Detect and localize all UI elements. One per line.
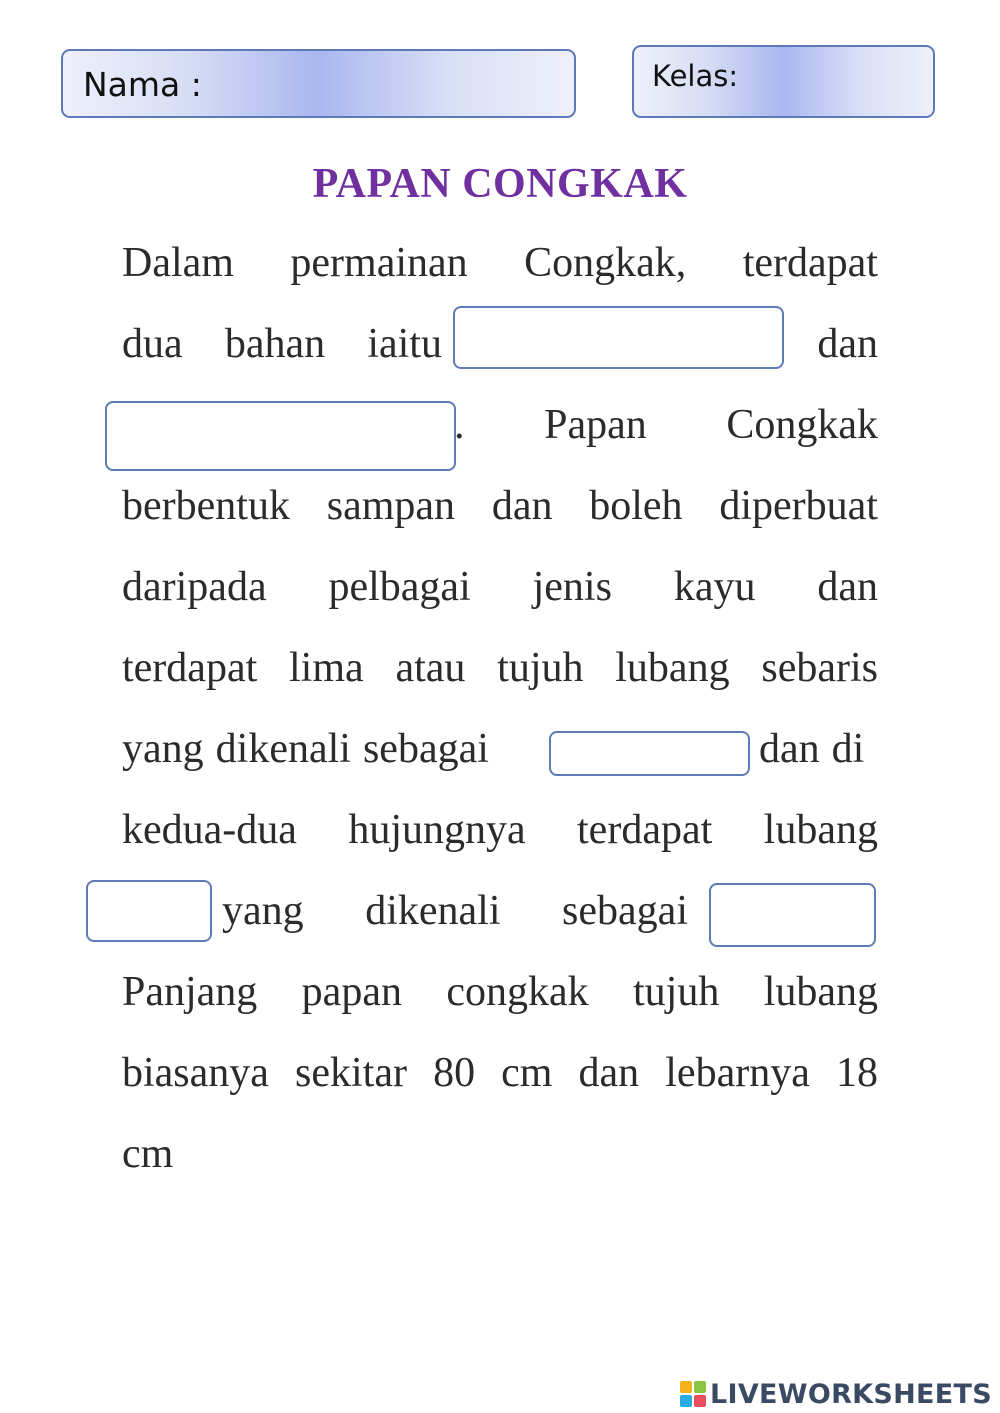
word: 18 (835, 1050, 878, 1096)
paragraph-line-7a (122, 724, 542, 774)
word: tujuh (632, 969, 720, 1015)
word: biasanya (122, 1050, 269, 1096)
logo-square (694, 1395, 706, 1407)
word: Panjang (122, 969, 258, 1015)
paragraph-line-9 (222, 886, 688, 936)
word: cm (122, 1131, 174, 1177)
word: yang (222, 888, 304, 934)
word: sekitar (295, 1050, 407, 1096)
word: lebarnya (665, 1050, 810, 1096)
word: tujuh (497, 645, 584, 691)
word: sampan (326, 483, 456, 529)
liveworksheets-logo-icon (680, 1381, 706, 1407)
word: cm (501, 1050, 553, 1096)
paragraph-line-2a (122, 319, 442, 369)
paragraph-line-10 (122, 967, 878, 1017)
word: diperbuat (719, 483, 878, 529)
logo-square (680, 1395, 692, 1407)
word: Congkak, (524, 240, 687, 286)
word: papan (301, 969, 402, 1015)
logo-square (680, 1381, 692, 1393)
class-label: Kelas: (652, 59, 739, 93)
word: permainan (290, 240, 468, 286)
paragraph-line-8 (122, 805, 878, 855)
word: kayu (673, 564, 756, 610)
paragraph-line-11 (122, 1048, 878, 1098)
paragraph-line-1 (122, 238, 878, 288)
answer-box-1[interactable] (453, 306, 784, 369)
word: bahan (224, 321, 326, 367)
word: yang (122, 726, 204, 772)
liveworksheets-logo (680, 1376, 992, 1412)
word: . (454, 402, 465, 448)
word: daripada (122, 564, 267, 610)
paragraph-line-3 (454, 400, 878, 450)
worksheet-title: PAPAN CONGKAK (312, 161, 688, 207)
word: terdapat (577, 807, 713, 853)
word: terdapat (742, 240, 878, 286)
word: atau (395, 645, 466, 691)
word: dikenali (365, 888, 501, 934)
word: iaitu (367, 321, 442, 367)
answer-box-4[interactable] (86, 880, 212, 942)
word: di (831, 726, 865, 772)
paragraph-line-7b (759, 724, 878, 774)
answer-box-5[interactable] (709, 883, 876, 947)
word: Dalam (122, 240, 234, 286)
answer-box-3[interactable] (549, 731, 750, 776)
word: lubang (763, 807, 878, 853)
word: sebagai (362, 726, 489, 772)
paragraph-line-2b (808, 319, 878, 369)
paragraph-line-12 (122, 1129, 878, 1179)
word: dikenali (215, 726, 351, 772)
word: dan (491, 483, 553, 529)
word: dan (817, 564, 878, 610)
name-field[interactable] (61, 49, 576, 118)
word: boleh (589, 483, 683, 529)
word: Congkak (726, 402, 878, 448)
answer-box-2[interactable] (105, 401, 456, 471)
word: sebagai (562, 888, 688, 934)
class-field[interactable] (632, 45, 935, 118)
word: lubang (615, 645, 730, 691)
word: berbentuk (122, 483, 290, 529)
word: dan (817, 321, 878, 367)
word: terdapat (122, 645, 258, 691)
word: jenis (532, 564, 612, 610)
word: 80 (433, 1050, 476, 1096)
word: Papan (544, 402, 647, 448)
logo-square (694, 1381, 706, 1393)
word: lima (289, 645, 364, 691)
name-label: Nama : (83, 65, 202, 104)
paragraph-line-5 (122, 562, 878, 612)
word: pelbagai (328, 564, 471, 610)
paragraph-line-6 (122, 643, 878, 693)
word: kedua-dua (122, 807, 297, 853)
word: lubang (763, 969, 878, 1015)
word: dua (122, 321, 183, 367)
word: dan (578, 1050, 640, 1096)
word: congkak (446, 969, 589, 1015)
word: dan (759, 726, 820, 772)
word: hujungnya (348, 807, 526, 853)
word: sebaris (761, 645, 878, 691)
paragraph-line-4 (122, 481, 878, 531)
brand-name: LIVEWORKSHEETS (709, 1378, 992, 1410)
